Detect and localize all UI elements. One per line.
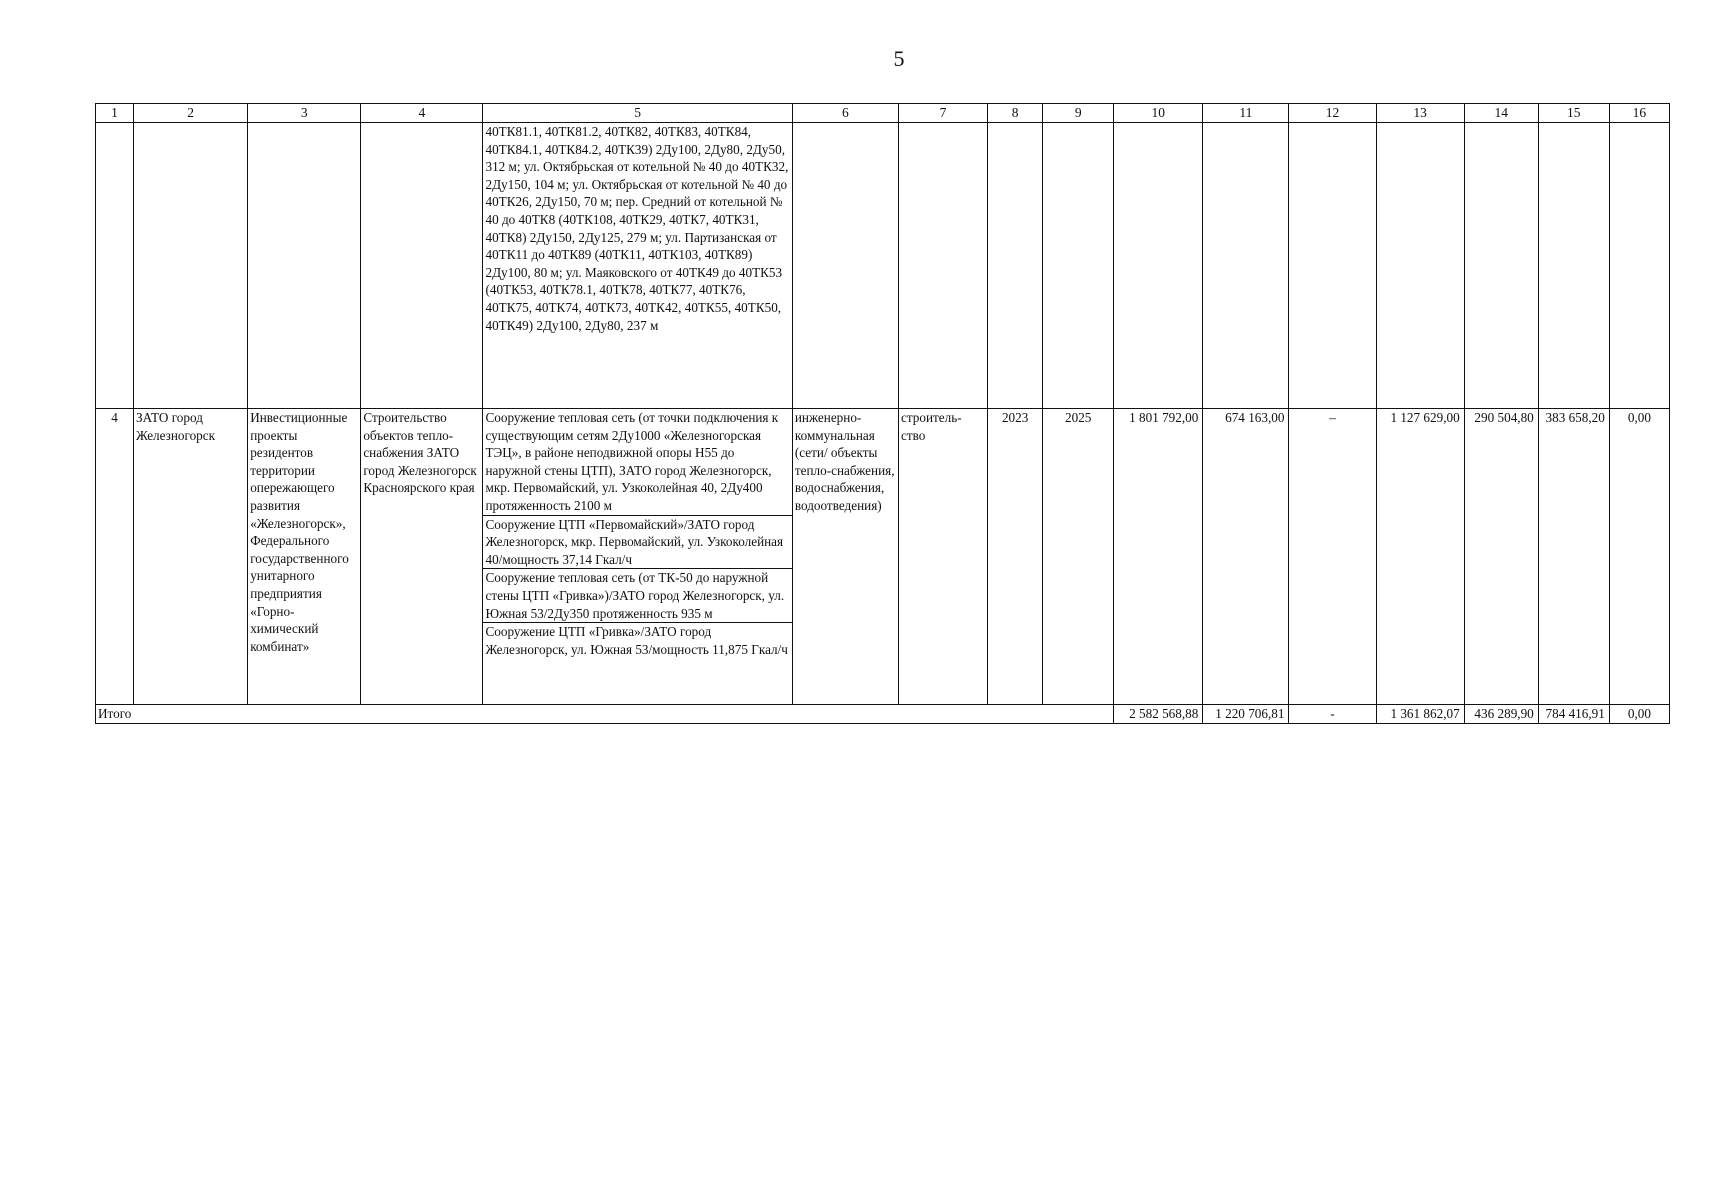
column-header: 9 <box>1043 104 1114 123</box>
row-number-cell: 4 <box>96 409 134 705</box>
object-item: Сооружение тепловая сеть (от ТК-50 до наружной стены ЦТП «Гривка»)/ЗАТО город Железногорск, ул. Южная 53/2Ду350 протяженность 935 м <box>483 569 791 623</box>
total-amount-cell: 436 289,90 <box>1464 705 1538 724</box>
column-header: 7 <box>898 104 987 123</box>
column-header: 10 <box>1114 104 1203 123</box>
table-cell <box>898 123 987 409</box>
total-amount-cell: 1 361 862,07 <box>1376 705 1464 724</box>
table-cell <box>134 123 248 409</box>
column-header: 5 <box>483 104 792 123</box>
column-header: 16 <box>1609 104 1669 123</box>
table-cell <box>1289 123 1376 409</box>
amount-cell: – <box>1289 409 1376 705</box>
municipality-cell: ЗАТО город Железногорск <box>134 409 248 705</box>
column-header: 2 <box>134 104 248 123</box>
table-cell <box>1203 123 1289 409</box>
object-item: Сооружение ЦТП «Гривка»/ЗАТО город Железногорск, ул. Южная 53/мощность 11,875 Гкал/ч <box>485 624 788 657</box>
total-amount-cell: 784 416,91 <box>1538 705 1609 724</box>
total-amount-cell: 0,00 <box>1609 705 1669 724</box>
construction-purpose-cell: Строительство объектов тепло-снабжения ЗАТО город Железногорск Красноярского края <box>361 409 483 705</box>
total-label: Итого <box>96 705 1114 724</box>
column-header: 11 <box>1203 104 1289 123</box>
table-cell <box>1464 123 1538 409</box>
amount-cell: 290 504,80 <box>1464 409 1538 705</box>
table-cell <box>248 123 361 409</box>
table-row-continued <box>96 123 1670 409</box>
column-header: 3 <box>248 104 361 123</box>
table-row-4 <box>96 409 1670 705</box>
end-year-cell: 2025 <box>1043 409 1114 705</box>
start-year-cell: 2023 <box>988 409 1043 705</box>
table-cell <box>988 123 1043 409</box>
investment-projects-table <box>95 103 1670 724</box>
total-amount-cell: 1 220 706,81 <box>1203 705 1289 724</box>
total-amount-cell: - <box>1289 705 1376 724</box>
column-header: 14 <box>1464 104 1538 123</box>
column-header: 12 <box>1289 104 1376 123</box>
object-item: Сооружение ЦТП «Первомайский»/ЗАТО город Железногорск, мкр. Первомайский, ул. Узкоколейная 40/мощность 37,14 Гкал/ч <box>483 516 791 570</box>
investment-projects-cell: Инвестиционные проекты резидентов территории опережающего развития «Железногорск», Федерального государственного унитарного предприятия «Горно-химический комбинат» <box>248 409 361 705</box>
table-cell <box>1609 123 1669 409</box>
amount-cell: 0,00 <box>1609 409 1669 705</box>
column-header: 1 <box>96 104 134 123</box>
column-header: 4 <box>361 104 483 123</box>
amount-cell: 383 658,20 <box>1538 409 1609 705</box>
column-header: 6 <box>792 104 898 123</box>
table-cell <box>96 123 134 409</box>
column-header: 13 <box>1376 104 1464 123</box>
amount-cell: 674 163,00 <box>1203 409 1289 705</box>
column-header: 8 <box>988 104 1043 123</box>
amount-cell: 1 801 792,00 <box>1114 409 1203 705</box>
infrastructure-type-cell: инженерно-коммунальная (сети/ объекты тепло-снабжения, водоснабжения, водоотведения) <box>792 409 898 705</box>
object-item: Сооружение тепловая сеть (от точки подключения к существующим сетям 2Ду1000 «Железногорская ТЭЦ», в районе неподвижной опоры Н55 до наружной стены ЦТП), ЗАТО город Железногорск, мкр. Первомайский, ул. Узкоколейная 40, 2Ду400 протяженность 2100 м <box>483 409 791 516</box>
object-description-cell: 40ТК81.1, 40ТК81.2, 40ТК82, 40ТК83, 40ТК84, 40ТК84.1, 40ТК84.2, 40ТК39) 2Ду100, 2Ду80, 2Ду50, 312 м; ул. Октябрьская от котельной № 40 до 40ТК32, 2Ду150, 104 м; ул. Октябрьская от котельной № 40 до 40ТК26, 2Ду150, 70 м; пер. Средний от котельной № 40 до 40ТК8 (40ТК108, 40ТК29, 40ТК7, 40ТК31, 40ТК8) 2Ду150, 2Ду125, 279 м; ул. Партизанская от 40ТК11 до 40ТК89 (40ТК11, 40ТК103, 40ТК89) 2Ду100, 80 м; ул. Маяковского от 40ТК49 до 40ТК53 (40ТК53, 40ТК78.1, 40ТК78, 40ТК77, 40ТК76, 40ТК75, 40ТК74, 40ТК73, 40ТК42, 40ТК55, 40ТК50, 40ТК49) 2Ду100, 2Ду80, 237 м <box>483 123 792 409</box>
total-row <box>96 705 1670 724</box>
objects-list-cell <box>483 409 792 705</box>
page-number: 5 <box>893 46 905 71</box>
column-number-header-row <box>96 104 1670 123</box>
total-amount-cell: 2 582 568,88 <box>1114 705 1203 724</box>
amount-cell: 1 127 629,00 <box>1376 409 1464 705</box>
column-header: 15 <box>1538 104 1609 123</box>
table-cell <box>1538 123 1609 409</box>
work-type-cell: строитель-ство <box>898 409 987 705</box>
table-cell <box>1043 123 1114 409</box>
table-cell <box>1376 123 1464 409</box>
table-cell <box>1114 123 1203 409</box>
table-cell <box>361 123 483 409</box>
table-cell <box>792 123 898 409</box>
